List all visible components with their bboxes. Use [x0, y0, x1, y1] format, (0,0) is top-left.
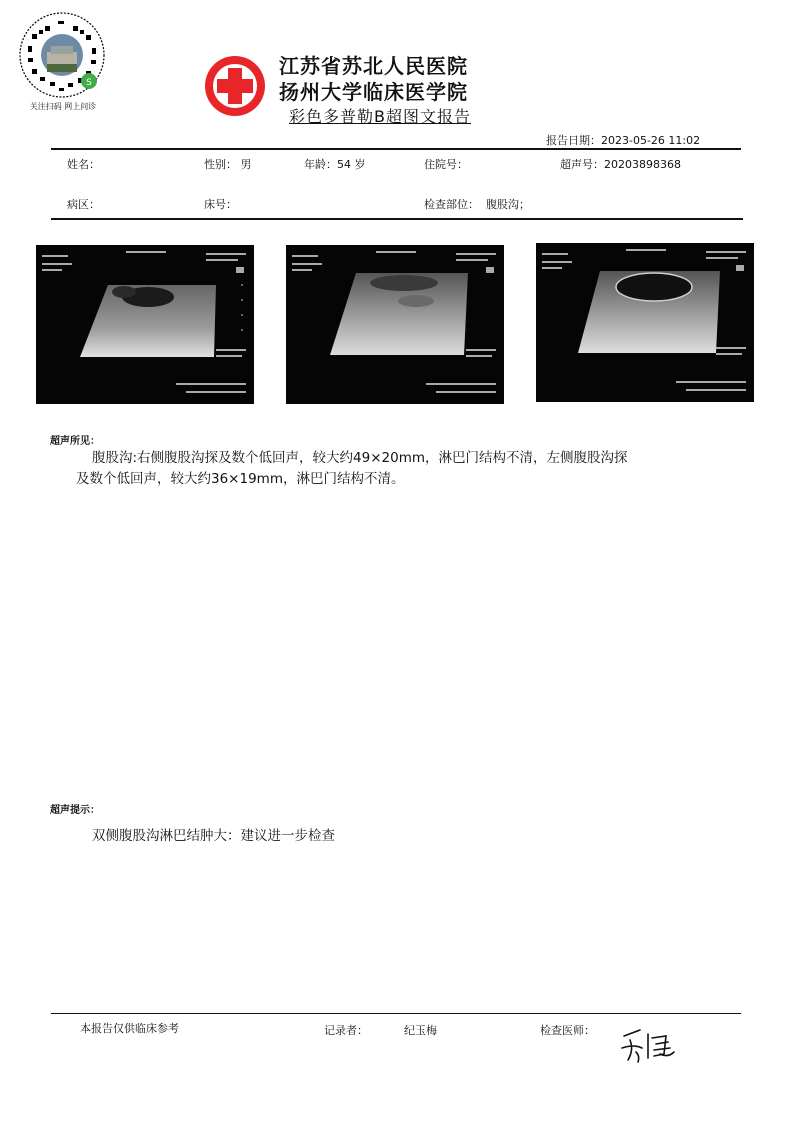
us-no-value: 20203898368	[604, 158, 681, 171]
exam-part-label: 检查部位：	[424, 198, 479, 211]
sex-field	[204, 156, 252, 172]
sex-label: 性别：	[204, 158, 237, 171]
report-date	[546, 132, 700, 148]
ultrasound-image-1	[36, 245, 254, 404]
sex-value: 男	[240, 158, 252, 171]
exam-part-value: 腹股沟；	[486, 198, 530, 211]
exam-part-field	[424, 196, 530, 212]
us-no-field	[560, 156, 681, 172]
report-date-value: 2023-05-26 11:02	[601, 134, 701, 147]
hospital-name-line1: 江苏省苏北人民医院	[279, 54, 468, 78]
ultrasound-image-2	[286, 245, 504, 404]
recorder-label: 记录者：	[324, 1024, 368, 1037]
footer-note: 本报告仅供临床参考	[80, 1022, 179, 1035]
age-label: 年龄：	[304, 158, 337, 171]
hospital-name-line2: 扬州大学临床医学院	[279, 80, 468, 104]
impression-title: 超声提示：	[50, 805, 100, 816]
bed-label: 床号：	[204, 198, 237, 211]
doctor-signature	[618, 1024, 678, 1064]
report-date-label: 报告日期：	[546, 134, 601, 147]
ultrasound-image-3	[536, 243, 754, 402]
recorder-name: 纪玉梅	[404, 1024, 437, 1037]
header-rule-bottom	[51, 218, 743, 220]
age-value: 54 岁	[337, 158, 366, 171]
qr-caption: 关注扫码 网上问诊	[29, 102, 97, 111]
svg-text:S: S	[86, 78, 92, 88]
header-rule-top	[51, 148, 741, 150]
inpatient-label: 住院号：	[424, 158, 468, 171]
findings-line2: 及数个低回声，较大约36×19mm，淋巴门结构不清。	[76, 471, 405, 487]
findings-title: 超声所见：	[50, 436, 100, 447]
doctor-label: 检查医师：	[540, 1024, 595, 1037]
age-field	[304, 156, 366, 172]
report-title: 彩色多普勒B超图文报告	[289, 107, 471, 126]
ward-label: 病区：	[67, 198, 100, 211]
us-no-label: 超声号：	[560, 158, 604, 171]
findings-line1: 腹股沟:右侧腹股沟探及数个低回声，较大约49×20mm，淋巴门结构不清，左侧腹股沟探	[92, 450, 628, 466]
footer-rule	[51, 1013, 741, 1014]
hospital-logo	[203, 54, 267, 118]
name-label: 姓名：	[67, 158, 100, 171]
impression-text: 双侧腹股沟淋巴结肿大：建议进一步检查	[92, 828, 335, 844]
qr-code	[18, 12, 106, 98]
